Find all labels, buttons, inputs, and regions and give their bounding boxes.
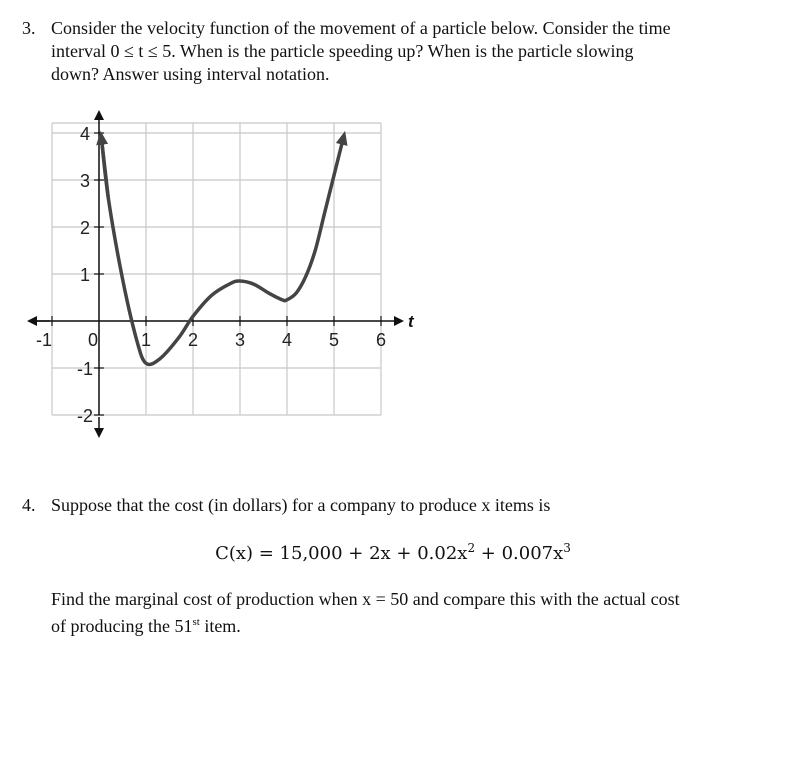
question-4-text: Suppose that the cost (in dollars) for a company to produce x items is bbox=[51, 495, 551, 515]
y-tick-label: 1 bbox=[79, 265, 91, 285]
y-tick-label: 4 bbox=[79, 124, 91, 144]
x-tick-label: 3 bbox=[234, 330, 246, 350]
x-tick-label: 1 bbox=[140, 330, 152, 350]
x-tick-label: 0 bbox=[87, 330, 99, 350]
y-tick-label: -2 bbox=[76, 406, 94, 426]
x-tick-label: 6 bbox=[375, 330, 387, 350]
formula-rhs: = 15,000 + 2x + 0.02x bbox=[253, 543, 468, 564]
question-3-line-3: down? Answer using interval notation. bbox=[51, 64, 330, 84]
question-4-followup-line-2 bbox=[51, 611, 771, 638]
question-4-followup-line-1: Find the marginal cost of production when x = 50 and compare this with the actual cost bbox=[51, 589, 680, 609]
x-tick-label: 4 bbox=[281, 330, 293, 350]
x-tick-label: 5 bbox=[328, 330, 340, 350]
formula-lhs: C(x) bbox=[215, 543, 254, 564]
curve-start-arrow bbox=[101, 138, 108, 199]
t-axis-label: t bbox=[408, 312, 414, 331]
y-tick-label: -1 bbox=[76, 359, 94, 379]
x-tick-label: -1 bbox=[35, 330, 53, 350]
question-3-line-2: interval 0 ≤ t ≤ 5. When is the particle speeding up? When is the particle slowing bbox=[51, 41, 634, 61]
question-4-followup bbox=[51, 588, 771, 638]
cost-formula bbox=[0, 541, 786, 564]
question-4-number: 4. bbox=[22, 495, 36, 515]
velocity-curve bbox=[101, 138, 343, 365]
question-3-line-1: Consider the velocity function of the movement of a particle below. Consider the time bbox=[51, 18, 671, 38]
question-3-number: 3. bbox=[22, 18, 36, 38]
grid-lines bbox=[52, 123, 381, 415]
y-tick-label: 3 bbox=[79, 171, 91, 191]
formula-exp-3: 3 bbox=[563, 541, 571, 555]
followup-sup: st bbox=[192, 616, 200, 628]
followup-pre: of producing the 51 bbox=[51, 616, 193, 636]
x-tick-label: 2 bbox=[187, 330, 199, 350]
formula-mid: + 0.007x bbox=[475, 543, 564, 564]
formula-exp-2: 2 bbox=[467, 541, 476, 555]
y-tick-label: 2 bbox=[79, 218, 91, 238]
followup-post: item. bbox=[199, 616, 241, 636]
